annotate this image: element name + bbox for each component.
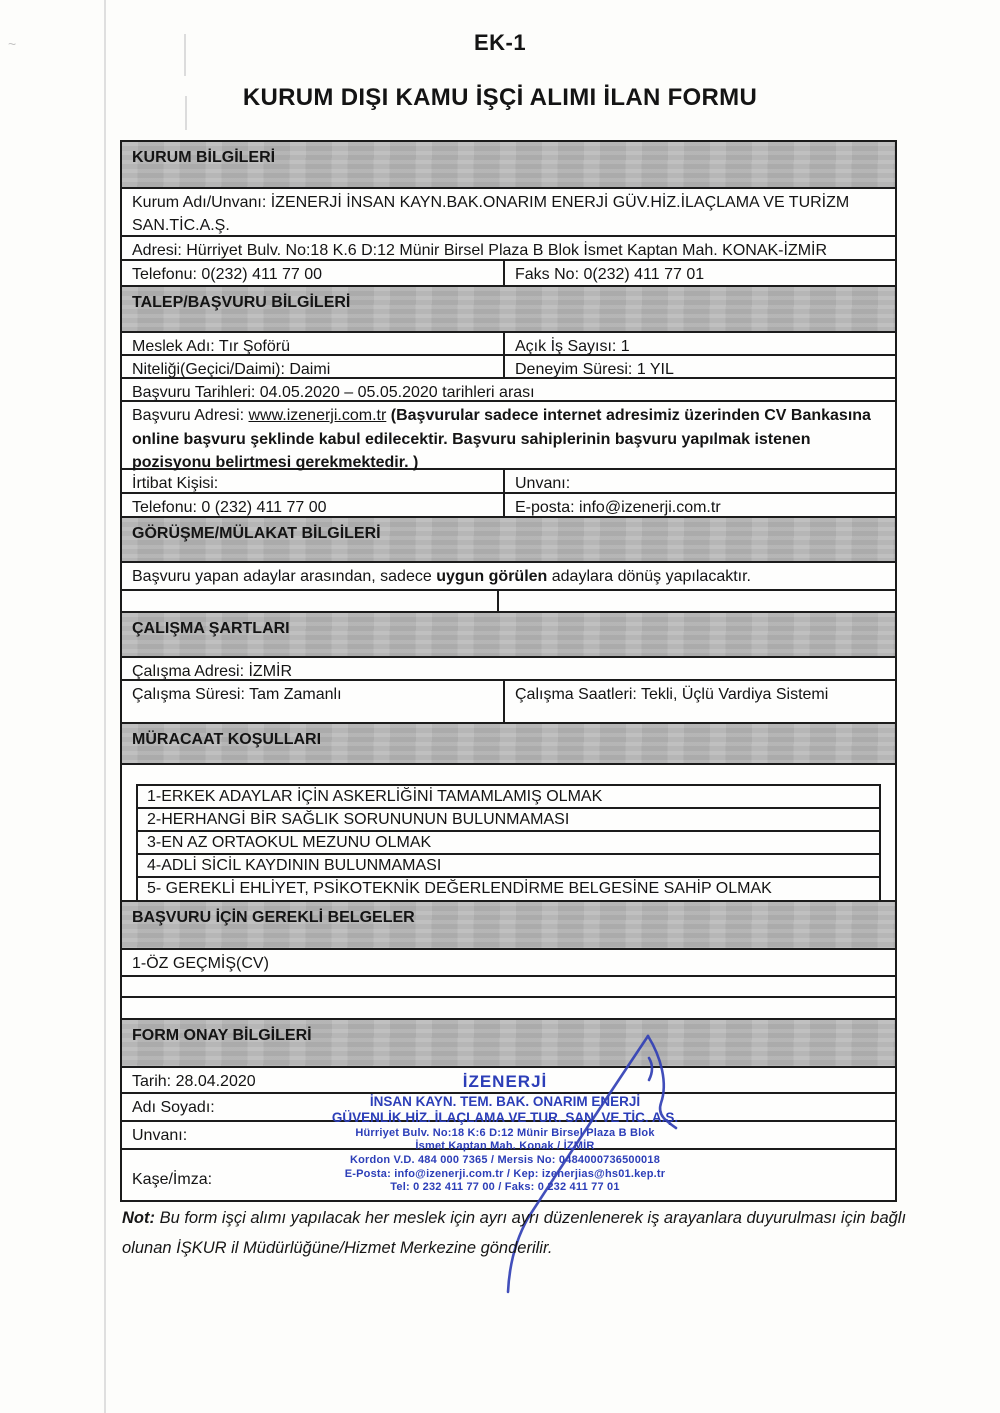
basvuru-adresi-aciklama: (Başvurular sadece internet adresimiz üzerinden CV Bankasına online başvuru şeklinde kabul edilecektir. Başvuru sahiplerinin başvuru yapılmak istenen pozisyonu belirtmesi gerekmektedir. ) [132, 407, 871, 471]
kosul-3: 3-EN AZ ORTAOKUL MEZUNU OLMAK [138, 832, 879, 855]
stamp-line: Hürriyet Bulv. No:18 K:6 D:12 Münir Birsel Plaza B Blok [355, 1126, 655, 1139]
kurum-telefon-value: Telefonu: 0(232) 411 77 00 [122, 261, 505, 285]
eposta-value: E-posta: info@izenerji.com.tr [515, 499, 721, 516]
mulakat-text-bold: uygun görülen [436, 568, 548, 585]
kase-imza-label: Kaşe/İmza: [132, 1171, 213, 1188]
mulakat-text: Başvuru yapan adaylar arasından, sadece [132, 568, 437, 585]
field-telefon-faks [122, 261, 895, 287]
scan-artifact: ~ [8, 36, 17, 52]
page-title: KURUM DIŞI KAMU İŞÇİ ALIMI İLAN FORMU [242, 84, 758, 111]
field-calisma-adresi [122, 658, 895, 681]
section-header-talep-basvuru: TALEP/BAŞVURU BİLGİLERİ [122, 287, 895, 333]
company-stamp [322, 1072, 688, 1194]
field-meslek-acikis [122, 333, 895, 356]
stamp-line: İNSAN KAYN. TEM. BAK. ONARIM ENERJİ [369, 1093, 641, 1109]
field-mulakat-aciklama [122, 563, 895, 591]
empty-row [122, 998, 895, 1020]
section-header-gerekli-belgeler: BAŞVURU İÇİN GEREKLİ BELGELER [122, 902, 895, 950]
note-label: Not: [122, 1209, 155, 1227]
field-telefon-eposta [122, 494, 895, 518]
stamp-company-name: İZENERJİ [462, 1072, 548, 1091]
meslek-adi-value: Meslek Adı: Tır Şoförü [122, 333, 505, 354]
kosul-2: 2-HERHANGİ BİR SAĞLIK SORUNUNUN BULUNMAMASI [138, 809, 879, 832]
tarih-value: Tarih: 28.04.2020 [132, 1073, 256, 1090]
field-belge-1 [122, 950, 895, 977]
annex-label: EK-1 [473, 30, 527, 55]
kosul-1: 1-ERKEK ADAYLAR İÇİN ASKERLİĞİNİ TAMAMLAMIŞ OLMAK [138, 786, 879, 809]
stamp-line: GÜVENLİK HİZ. İLAÇLAMA VE TUR. SAN. VE TİC. A.Ş. [331, 1110, 679, 1126]
basvuru-tarihleri-value: Başvuru Tarihleri: 04.05.2020 – 05.05.2020 tarihleri arası [132, 384, 535, 401]
field-basvuru-tarihleri [122, 379, 895, 402]
field-kurum-adi [122, 189, 895, 237]
field-calisma-suresi-saatleri [122, 681, 895, 724]
calisma-saatleri-value: Çalışma Saatleri: Tekli, Üçlü Vardiya Sistemi [515, 686, 829, 703]
field-basvuru-adresi [122, 402, 895, 470]
field-kurum-adres [122, 237, 895, 261]
kurum-adres-value: Adresi: Hürriyet Bulv. No:18 K.6 D:12 Münir Birsel Plaza B Blok İsmet Kaptan Mah. KONAK-İZMİR [132, 242, 828, 259]
nitelik-value: Niteliği(Geçici/Daimi): Daimi [122, 356, 505, 377]
scan-edge-line [104, 0, 106, 1413]
stamp-line: İsmet Kaptan Mah. Konak / İZMİR [415, 1140, 595, 1153]
kurum-adi-value: Kurum Adı/Unvanı: İZENERJİ İNSAN KAYN.BAK.ONARIM ENERJİ GÜV.HİZ.İLAÇLAMA VE TURİZM SAN.TİC.A.Ş. [132, 194, 850, 234]
section-header-gorusme-mulakat: GÖRÜŞME/MÜLAKAT BİLGİLERİ [122, 518, 895, 563]
note-text: Bu form işçi alımı yapılacak her meslek için ayrı ayrı düzenlenerek iş arayanlara duyurulması için bağlı olunan İŞKUR il Müdürlüğüne/Hizmet Merkezine gönderilir. [122, 1209, 907, 1257]
irtibat-unvan-value: Unvanı: [515, 475, 571, 492]
kosul-5: 5- GEREKLİ EHLİYET, PSİKOTEKNİK DEĞERLENDİRME BELGESİNE SAHİP OLMAK [147, 880, 772, 897]
section-header-form-onay: FORM ONAY BİLGİLERİ [122, 1020, 895, 1068]
deneyim-suresi-value: Deneyim Süresi: 1 YIL [515, 361, 674, 378]
stamp-line: Kordon V.D. 484 000 7365 / Mersis No: 0484000736500018 [349, 1153, 661, 1166]
calisma-adresi-value: Çalışma Adresi: İZMİR [132, 663, 293, 680]
field-nitelik-deneyim [122, 356, 895, 379]
empty-row [122, 977, 895, 998]
basvuru-adresi-label: Başvuru Adresi: [132, 407, 249, 424]
acik-is-sayisi-value: Açık İş Sayısı: 1 [515, 338, 630, 355]
section-header-muracaat-kosullari: MÜRACAAT KOŞULLARI [122, 724, 895, 765]
basvuru-adresi-url: www.izenerji.com.tr [248, 407, 387, 424]
empty-split-row [122, 591, 895, 613]
form-table [120, 140, 897, 1202]
adi-soyadi-label: Adı Soyadı: [132, 1099, 215, 1116]
section-header-kurum-bilgileri: KURUM BİLGİLERİ [122, 142, 895, 189]
form-note [122, 1203, 907, 1263]
section-header-calisma-sartlari: ÇALIŞMA ŞARTLARI [122, 613, 895, 658]
irtibat-telefon-value: Telefonu: 0 (232) 411 77 00 [122, 494, 505, 516]
unvani-label: Unvanı: [132, 1127, 188, 1144]
stamp-line: Tel: 0 232 411 77 00 / Faks: 0 232 411 77 01 [390, 1181, 620, 1194]
kurum-faks-value: Faks No: 0(232) 411 77 01 [515, 266, 705, 283]
mulakat-text-suffix: adaylara dönüş yapılacaktır. [547, 568, 751, 585]
muracaat-listesi [136, 784, 881, 903]
irtibat-kisisi-value: İrtibat Kişisi: [122, 470, 505, 492]
field-irtibat-unvan [122, 470, 895, 494]
kosul-4: 4-ADLİ SİCİL KAYDININ BULUNMAMASI [138, 855, 879, 878]
belge-1-value: 1-ÖZ GEÇMİŞ(CV) [132, 955, 269, 972]
stamp-line: E-Posta: info@izenerji.com.tr / Kep: izenerjias@hs01.kep.tr [344, 1167, 666, 1180]
muracaat-kosullari-alani [122, 765, 895, 902]
calisma-suresi-value: Çalışma Süresi: Tam Zamanlı [122, 681, 505, 722]
